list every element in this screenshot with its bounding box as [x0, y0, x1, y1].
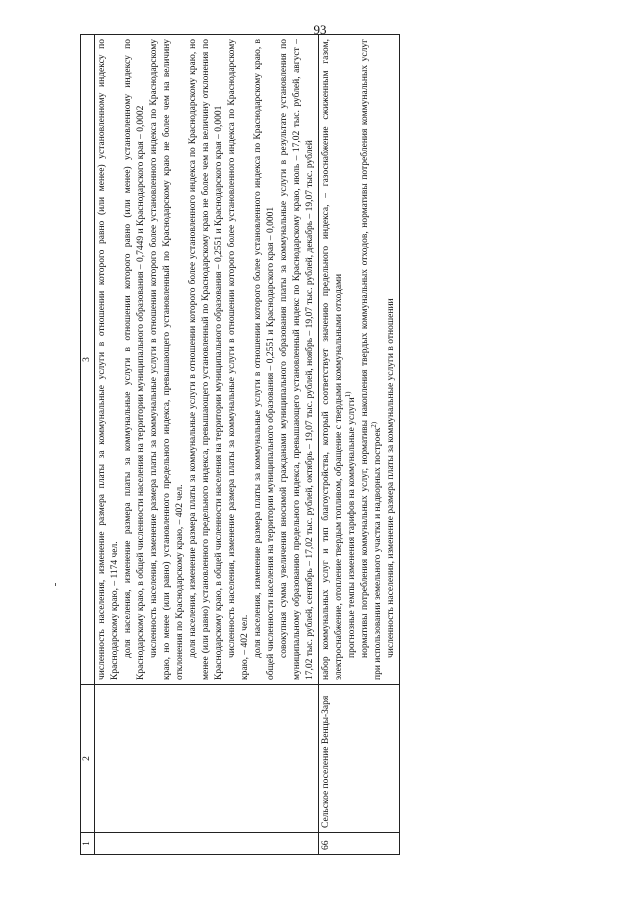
paragraph: численность населения, изменение размера платы за коммунальные услуги в отношении которого более установленного индекса по Краснодарскому краю, – 402 чел. — [227, 39, 250, 680]
footnote-marker: 2) — [369, 421, 378, 428]
row-content-cell — [95, 35, 319, 685]
paragraph-text: нормативы потребления коммунальных услуг, нормативы накопления твердых коммунальных отходов, нормативы потребления коммунальных услуг при использовании земельного участка и надворных построек — [360, 39, 383, 680]
paragraph — [343, 39, 359, 680]
header-col-2: 2 — [81, 685, 95, 833]
table-row-65-continued — [95, 35, 319, 855]
data-table — [80, 34, 400, 855]
paragraph: доля населения, изменение размера платы за коммунальные услуги в отношении которого более установленного индекса по Краснодарскому краю, в общей численности населения на территории муниципального образования – 0,2551 и Краснодарского края – 0,0001 — [253, 39, 276, 680]
paragraph: численность населения, изменение размера платы за коммунальные услуги в отношении — [386, 298, 396, 658]
paragraph: совокупная сумма увеличения вносимой гражданами муниципального образования платы за коммунальные услуги в результате установления по муниципальному образованию предельного индекса, превышающего установленный индекс по Краснодарскому краю, июль – 17,02 тыс. рублей, август – 17,02 тыс. рублей, сентябрь – 17,02 тыс. рублей, октябрь – 19,07 тыс. рублей, ноябрь – 19,07 тыс. рублей, декабрь – 19,07 тыс. рублей — [279, 39, 315, 680]
paragraph: доля населения, изменение размера платы за коммунальные услуги в отношении которого равно (или менее) установленному индексу по Краснодарскому краю, в общей численности населения на территории муниципального образования – 0,7449 и Краснодарского края – 0,0002 — [123, 39, 146, 680]
header-col-1: 1 — [81, 833, 95, 855]
paragraph: численность населения, изменение размера платы за коммунальные услуги в отношении которого равно (или менее) установленному индексу по Краснодарскому краю, – 1174 чел. — [97, 39, 120, 680]
row-number-cell: 66 — [319, 833, 400, 855]
row-name-cell — [95, 685, 319, 833]
table-row-66 — [319, 35, 400, 855]
paragraph: численность населения, изменение размера платы за коммунальные услуги в отношении которого более установленного индекса по Краснодарскому краю, но менее (или равно) установленного предельного индекса, превышающего установленный по Краснодарскому краю не более чем на величину отклонения по Краснодарскому краю, – 402 чел. — [149, 39, 185, 680]
paragraph — [359, 39, 385, 680]
table-header-row — [81, 35, 95, 855]
row-content-cell — [319, 35, 400, 685]
footnote-marker: 1) — [343, 391, 352, 398]
settlement-name: Сельское поселение Венцы-Заря — [319, 685, 400, 833]
page-number: 93 — [313, 22, 327, 37]
paragraph: доля населения, изменение размера платы за коммунальные услуги в отношении которого более установленного индекса по Краснодарскому краю, но менее (или равно) установленного предельного индекса, превышающего установленный по Краснодарскому краю не более чем на величину отклонения по Краснодарскому краю, в общей численности населения на территории муниципального образования – 0,2551 и Краснодарского края – 0,0001 — [188, 39, 224, 680]
row-number-cell — [95, 833, 319, 855]
paragraph: набор коммунальных услуг и тип благоустройства, который соответствует значению предельного индекса, – газоснабжение сжиженным газом, электроснабжение, отопление твердым топливом, обращение с твердыми коммунальными отходами — [321, 39, 344, 680]
rotated-table-container — [80, 35, 580, 855]
scan-mark — [55, 583, 56, 586]
paragraph-text: прогнозные темпы изменения тарифов на коммунальные услуги — [347, 397, 357, 658]
header-col-3: 3 — [81, 35, 95, 685]
